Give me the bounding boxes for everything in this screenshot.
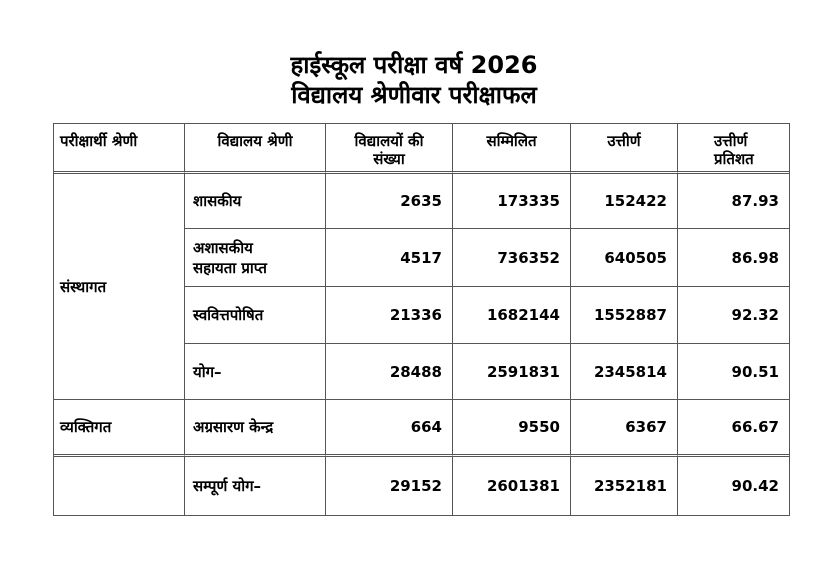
appeared-cell: 173335 <box>453 174 571 229</box>
appeared-cell: 736352 <box>453 229 571 287</box>
passed-cell: 2345814 <box>571 344 678 400</box>
header-passed-label: उत्तीर्ण <box>607 132 641 150</box>
pass-pct-cell: 90.51 <box>678 344 789 400</box>
group-grand-total <box>54 457 185 515</box>
header-candidate-category <box>54 124 185 174</box>
category-cell <box>185 457 326 515</box>
group-institutional-label: संस्थागत <box>60 277 107 296</box>
passed-cell: 2352181 <box>571 457 678 515</box>
appeared-cell: 9550 <box>453 400 571 457</box>
header-school-count-line1: विद्यालयों की <box>354 132 424 150</box>
pass-pct-cell: 90.42 <box>731 477 779 495</box>
page-title <box>0 50 828 110</box>
header-pass-pct-line2: प्रतिशत <box>714 150 754 168</box>
category-label-line2: सहायता प्राप्त <box>193 258 267 277</box>
passed-cell: 1552887 <box>571 287 678 344</box>
header-school-count <box>326 124 453 174</box>
category-label: सम्पूर्ण योग– <box>193 477 262 495</box>
category-label: अशासकीय <box>193 238 253 257</box>
group-private <box>54 400 185 457</box>
group-private-label: व्यक्तिगत <box>60 418 112 436</box>
category-label: अग्रसारण केन्द्र <box>193 418 274 436</box>
appeared-cell: 2591831 <box>453 344 571 400</box>
group-institutional <box>54 174 185 400</box>
appeared-cell: 1682144 <box>453 287 571 344</box>
header-school-count-line2: संख्या <box>373 150 405 168</box>
table-row <box>54 174 789 229</box>
appeared-cell: 2601381 <box>453 457 571 515</box>
schools-cell: 4517 <box>326 229 453 287</box>
category-label: योग– <box>193 362 222 381</box>
pass-pct-cell: 66.67 <box>678 400 789 457</box>
header-row <box>54 124 789 174</box>
category-cell <box>185 400 326 457</box>
category-cell <box>185 344 326 400</box>
header-pass-percentage <box>678 124 789 174</box>
header-appeared <box>453 124 571 174</box>
title-line-1: हाईस्कूल परीक्षा वर्ष 2026 <box>290 51 538 79</box>
passed-cell: 640505 <box>571 229 678 287</box>
category-cell <box>185 229 326 287</box>
schools-cell: 664 <box>326 400 453 457</box>
schools-cell: 28488 <box>326 344 453 400</box>
category-cell <box>185 174 326 229</box>
schools-cell: 2635 <box>326 174 453 229</box>
pass-pct-cell: 92.32 <box>678 287 789 344</box>
table-row <box>54 457 789 515</box>
header-school-category <box>185 124 326 174</box>
title-line-2: विद्यालय श्रेणीवार परीक्षाफल <box>291 81 537 109</box>
pass-pct-cell: 87.93 <box>678 174 789 229</box>
table-row <box>54 400 789 457</box>
header-pass-pct-line1: उत्तीर्ण <box>714 132 748 150</box>
passed-cell: 152422 <box>571 174 678 229</box>
header-appeared-label: सम्मिलित <box>486 132 537 150</box>
header-passed <box>571 124 678 174</box>
pass-pct-cell: 86.98 <box>678 229 789 287</box>
result-table <box>53 123 790 516</box>
schools-cell: 29152 <box>326 457 453 515</box>
header-candidate-category-label: परीक्षार्थी श्रेणी <box>60 132 138 150</box>
header-school-category-label: विद्यालय श्रेणी <box>217 132 293 150</box>
category-label: स्ववित्तपोषित <box>193 306 264 324</box>
passed-cell: 6367 <box>571 400 678 457</box>
category-cell <box>185 287 326 344</box>
category-label: शासकीय <box>193 192 242 210</box>
schools-cell: 21336 <box>326 287 453 344</box>
